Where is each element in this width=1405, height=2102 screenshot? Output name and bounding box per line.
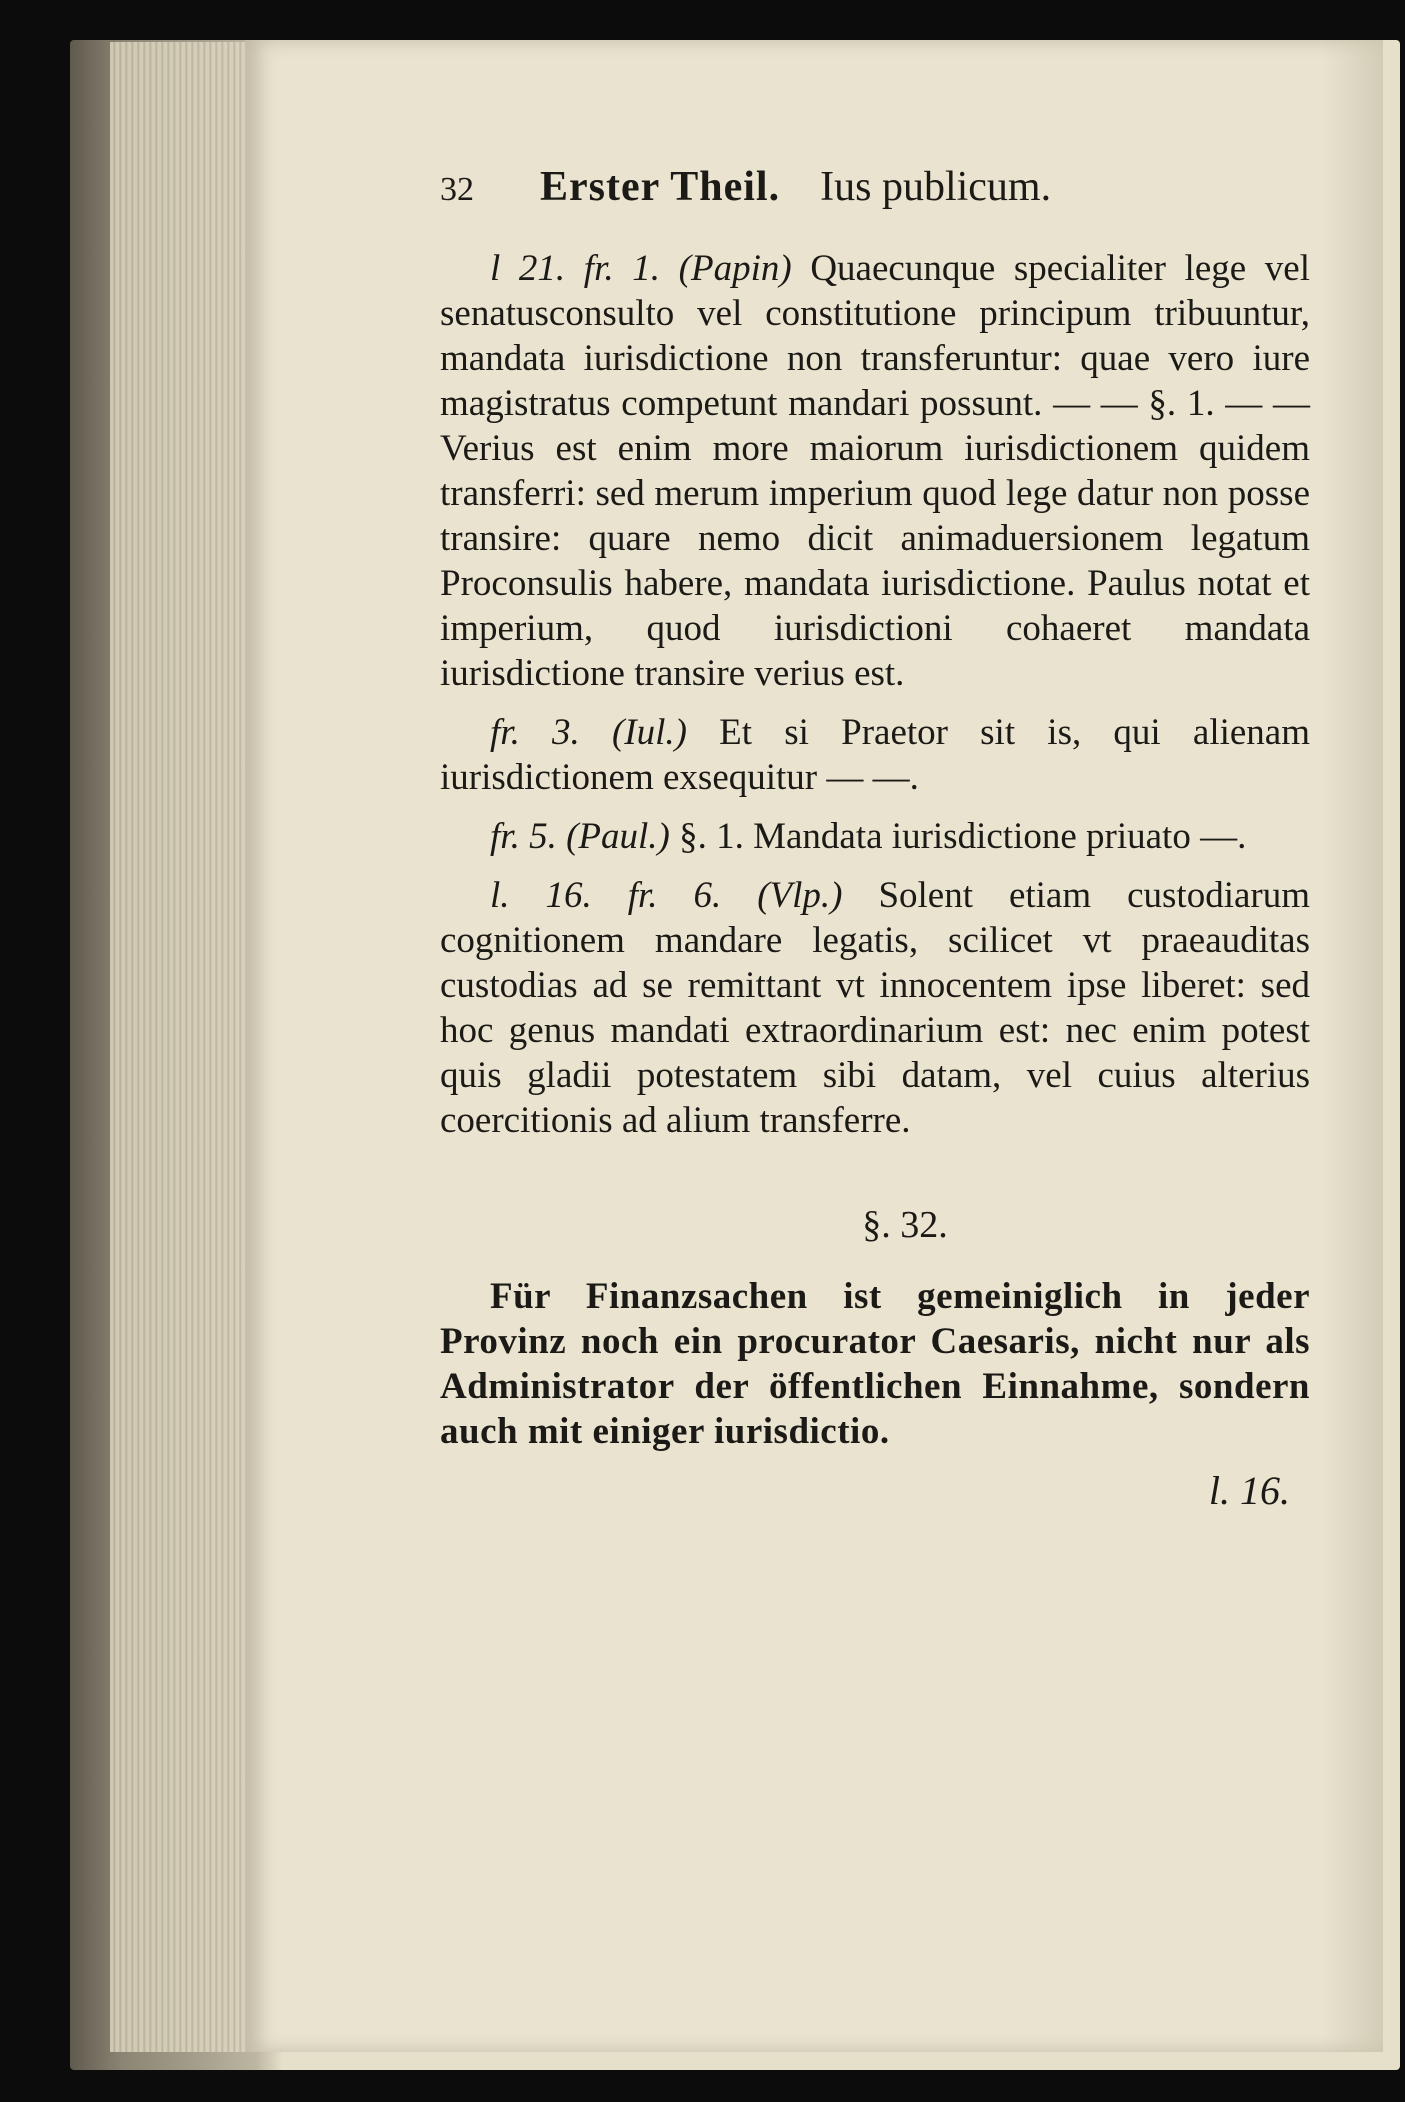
citation: fr. 3. (Iul.) [490,712,687,753]
citation: fr. 5. (Paul.) [490,816,670,857]
page-content [440,165,1310,1513]
section-heading: §. 32. [862,1204,948,1246]
paragraph-text: Quaecunque specialiter lege vel senatusconsulto vel constitutione principum tribuuntur, mandata iurisdictione non transferuntur: quae vero iure magistratus competunt mandari possunt. — — §. 1. — — Verius est enim more maiorum iurisdictionem quidem transferri: sed merum imperium quod lege datur non posse transire: quare nemo dicit animaduersionem legatum Proconsulis habere, mandata iurisdictione. Paulus notat et imperium, quod iurisdictioni cohaeret mandata iurisdictione transire verius est. [440,248,1311,694]
citation: l. 16. fr. 6. (Vlp.) [490,875,843,916]
page-number: 32 [440,171,474,208]
german-paragraph: Für Finanzsachen ist gemeiniglich in jeder Provinz noch ein procurator Caesaris, nicht nur als Administrator der öffentlichen Einnahme, sondern auch mit einiger iurisdictio. [440,1276,1310,1452]
paragraph-3 [440,814,1310,859]
paragraph-text: Et si Praetor sit is, qui alienam iurisdictionem exsequitur — —. [440,712,1311,798]
page-gutter-shadow [1323,40,1383,2052]
paragraph-2 [440,710,1310,800]
running-head: Erster Theil. [540,164,781,210]
paragraph-4 [440,873,1310,1143]
running-header [440,165,1310,212]
paragraph-text: Solent etiam custodiarum cognitionem mandare legatis, scilicet vt praeauditas custodias ad se remittant vt innocentem ipse liberet: sed hoc genus mandati extraordinarium est: nec enim potest quis gladii potestatem sibi datam, vel cuius alterius coercitionis ad alium transferre. [440,875,1311,1141]
catchword: l. 16. [1208,1468,1290,1513]
running-title: Ius publicum. [820,164,1052,210]
paragraph-1 [440,246,1310,696]
page-edges [110,42,250,2052]
citation: l 21. fr. 1. (Papin) [490,248,792,289]
paragraph-text: §. 1. Mandata iurisdictione priuato —. [679,816,1247,857]
